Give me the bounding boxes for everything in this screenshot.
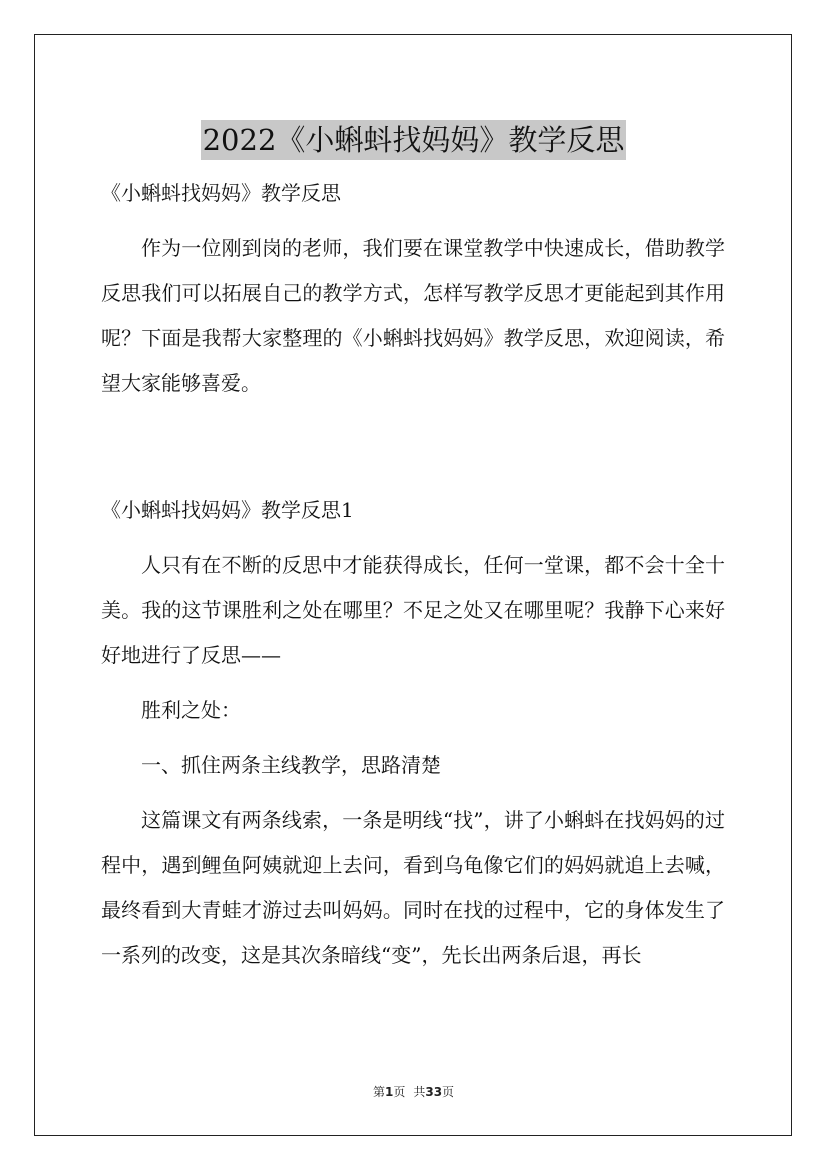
section-paragraph: 人只有在不断的反思中才能获得成长，任何一堂课，都不会十全十美。我的这节课胜利之处在哪里？不足之处又在哪里呢？我静下心来好好地进行了反思—— xyxy=(101,553,725,667)
page-prefix: 第 xyxy=(372,1085,385,1099)
section-paragraph: 这篇课文有两条线索，一条是明线“找”，讲了小蝌蚪在找妈妈的过程中，遇到鲤鱼阿姨就迎上去问，看到乌龟像它们的妈妈就追上去喊，最终看到大青蛙才游过去叫妈妈。同时在找的过程中，它的身体发生了一系列的改变，这是其次条暗线“变”，先长出两条后退，再长 xyxy=(101,808,725,967)
page-total: 33 xyxy=(425,1085,443,1099)
total-prefix: 共 xyxy=(413,1085,426,1099)
page-footer xyxy=(0,1083,827,1100)
success-label: 胜利之处： xyxy=(141,698,241,722)
document-title: 2022《小蝌蚪找妈妈》教学反思 xyxy=(201,120,627,160)
page-mid: 页 xyxy=(393,1085,406,1099)
total-suffix: 页 xyxy=(442,1085,455,1099)
document-body xyxy=(101,171,725,978)
point-heading: 一、抓住两条主线教学，思路清楚 xyxy=(141,753,441,777)
section-heading: 《小蝌蚪找妈妈》教学反思1 xyxy=(101,498,354,522)
page-number: 1 xyxy=(384,1085,394,1099)
intro-paragraph: 作为一位刚到岗的老师，我们要在课堂教学中快速成长，借助教学反思我们可以拓展自己的教学方式，怎样写教学反思才更能起到其作用呢？下面是我帮大家整理的《小蝌蚪找妈妈》教学反思，欢迎阅读，希望大家能够喜爱。 xyxy=(101,236,725,395)
title-container xyxy=(0,101,827,180)
document-subtitle: 《小蝌蚪找妈妈》教学反思 xyxy=(101,181,341,205)
